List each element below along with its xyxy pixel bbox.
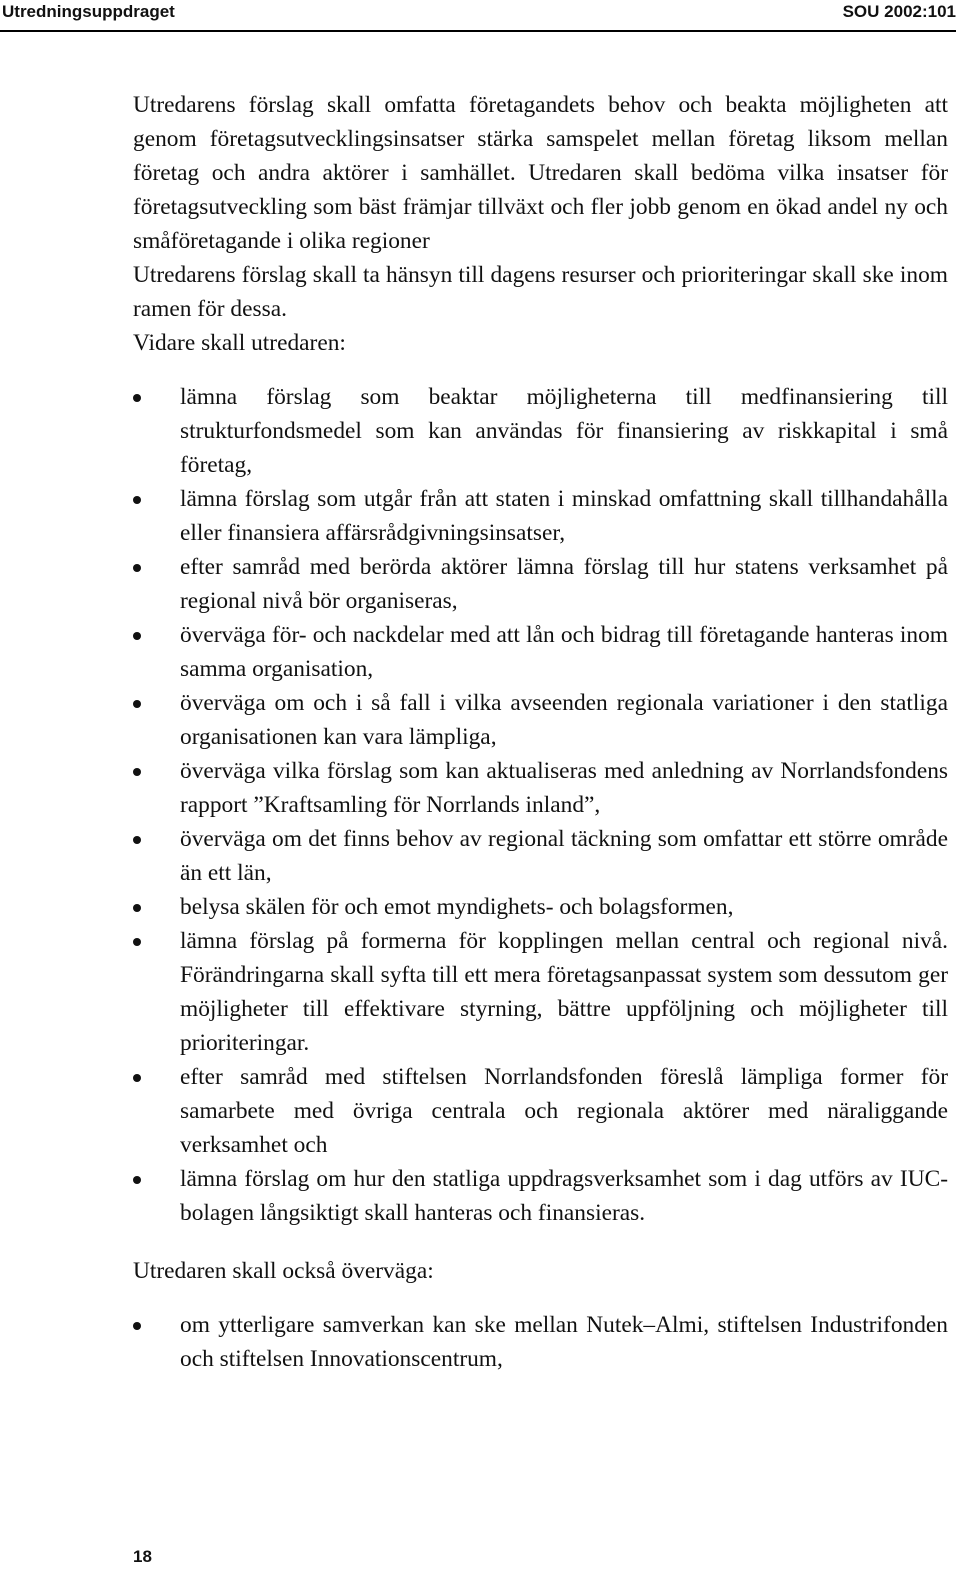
bullet-icon [133, 836, 141, 844]
bullet-icon [133, 904, 141, 912]
list-item: om ytterligare samverkan kan ske mellan Nutek–Almi, stiftelsen Industrifonden och stiftelsen Innovationscentrum, [133, 1308, 948, 1376]
list-item: belysa skälen för och emot myndighets- och bolagsformen, [133, 890, 948, 924]
list-item: lämna förslag som utgår från att staten i minskad omfattning skall tillhandahålla eller finansiera affärsrådgivningsinsatser, [133, 482, 948, 550]
bullet-list-also [133, 1308, 948, 1376]
body-text [133, 88, 948, 1376]
list-item: lämna förslag om hur den statliga uppdragsverksamhet som i dag utförs av IUC-bolagen långsiktigt skall hanteras och finansieras. [133, 1162, 948, 1230]
paragraph: Utredarens förslag skall ta hänsyn till dagens resurser och prioriteringar skall ske inom ramen för dessa. [133, 262, 948, 322]
bullet-icon [133, 1322, 141, 1330]
bullet-icon [133, 1176, 141, 1184]
chapter-title: Utredningsuppdraget [2, 2, 175, 21]
bullet-icon [133, 1074, 141, 1082]
list-item: lämna förslag på formerna för kopplingen mellan central och regional nivå. Förändringarna skall syfta till ett mera företagsanpassat system som dessutom ger möjligheter till effektivare styrning, bättre uppföljning och möjligheter till prioriteringar. [133, 924, 948, 1060]
bullet-icon [133, 564, 141, 572]
list-item: överväga vilka förslag som kan aktualiseras med anledning av Norrlandsfondens rapport ”Kraftsamling för Norrlands inland”, [133, 754, 948, 822]
list-item: efter samråd med stiftelsen Norrlandsfonden föreslå lämpliga former för samarbete med övriga centrala och regionala aktörer med näraliggande verksamhet och [133, 1060, 948, 1162]
header-rule [0, 30, 956, 32]
bullet-icon [133, 394, 141, 402]
paragraph: Utredarens förslag skall omfatta företagandets behov och beakta möjligheten att genom företagsutvecklingsinsatser stärka samspelet mellan företag liksom mellan företag och andra aktörer i samhället. Utredaren skall bedöma vilka insatser för företagsutveckling som bäst främjar tillväxt och fler jobb genom en ökad andel ny och småföretagande i olika regioner [133, 92, 948, 254]
paragraph: Vidare skall utredaren: [133, 330, 346, 356]
list-item: överväga om och i så fall i vilka avseenden regionala variationer i den statliga organisationen kan vara lämpliga, [133, 686, 948, 754]
bullet-icon [133, 938, 141, 946]
bullet-icon [133, 700, 141, 708]
list-item: överväga om det finns behov av regional täckning som omfattar ett större område än ett län, [133, 822, 948, 890]
bullet-icon [133, 768, 141, 776]
bullet-icon [133, 632, 141, 640]
list-item: lämna förslag som beaktar möjligheterna till medfinansiering till strukturfondsmedel som kan användas för finansiering av riskkapital i små företag, [133, 380, 948, 482]
running-header [0, 0, 960, 26]
bullet-icon [133, 496, 141, 504]
list-item: överväga för- och nackdelar med att lån och bidrag till företagande hanteras inom samma organisation, [133, 618, 948, 686]
bullet-list-main [133, 380, 948, 1230]
paragraph: Utredaren skall också överväga: [133, 1258, 434, 1284]
page-number: 18 [133, 1547, 152, 1566]
report-number: SOU 2002:101 [842, 2, 956, 21]
list-item: efter samråd med berörda aktörer lämna förslag till hur statens verksamhet på regional nivå bör organiseras, [133, 550, 948, 618]
